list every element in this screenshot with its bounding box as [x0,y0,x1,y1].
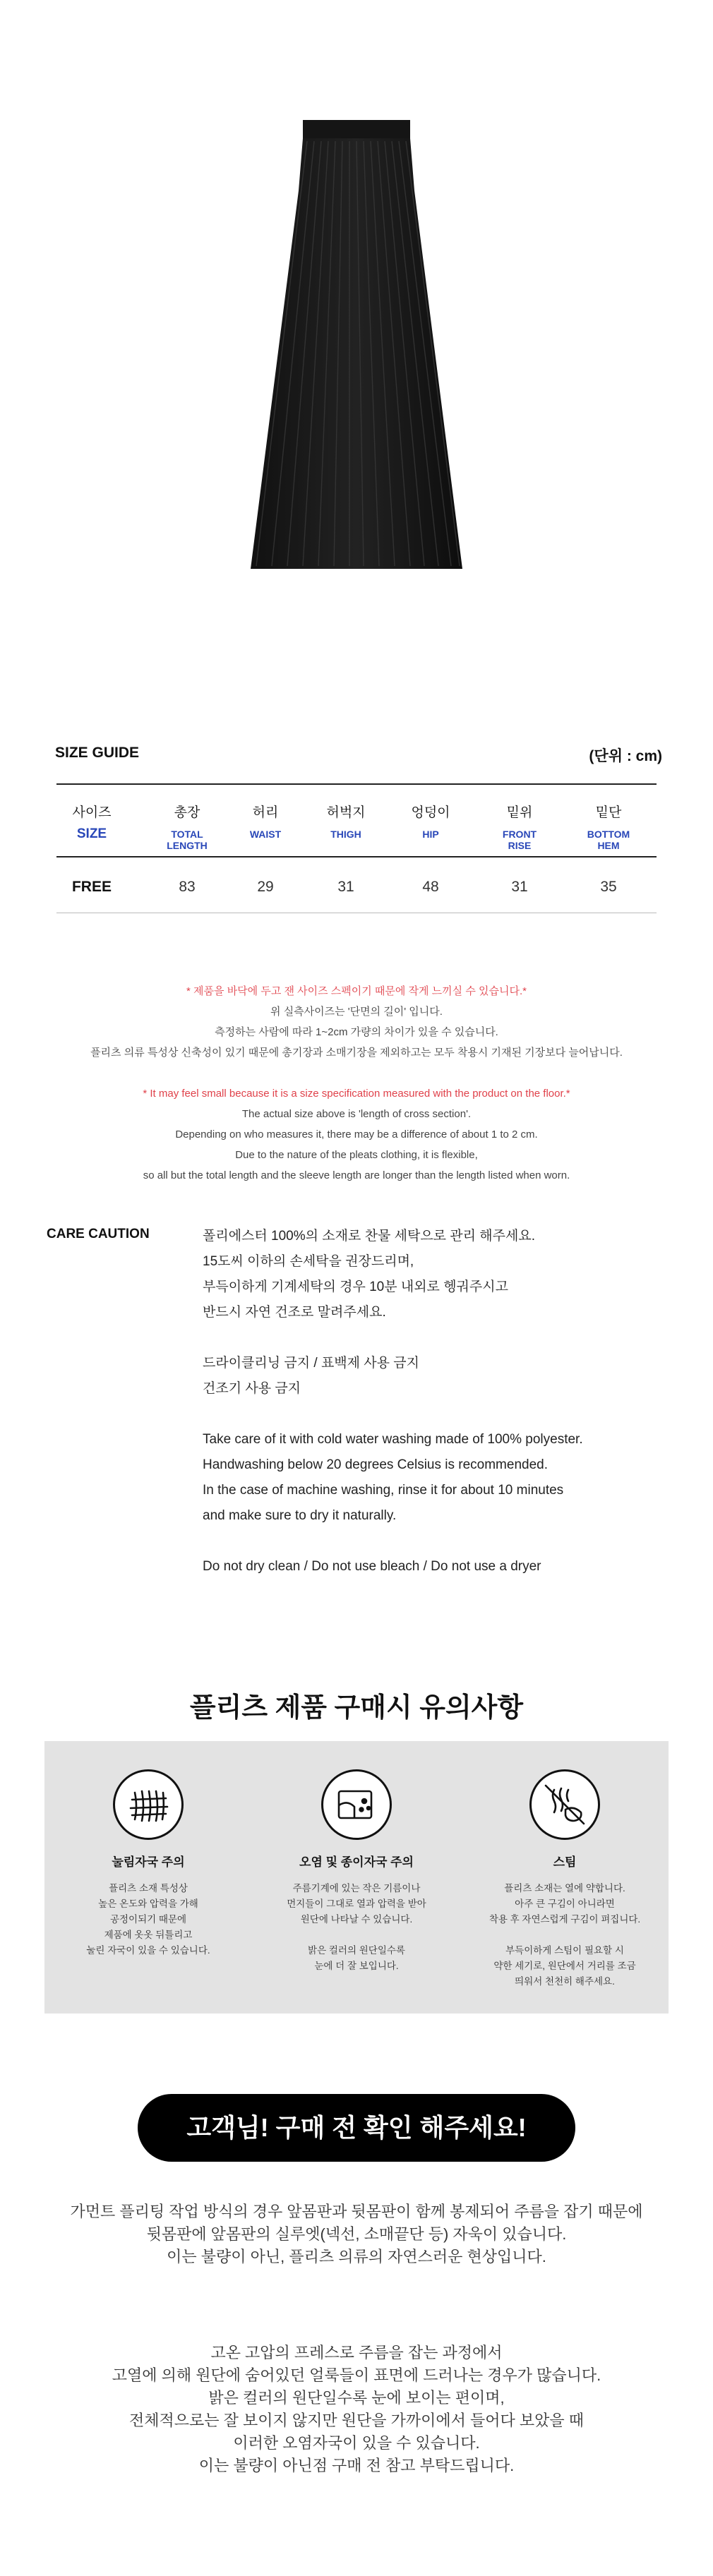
care-line: 폴리에스터 100%의 소재로 찬물 세탁으로 관리 해주세요. [203,1229,535,1244]
column-header-en: BOTTOM HEM [587,829,630,851]
paragraph-line: 고열에 의해 원단에 숨어있던 얼룩들이 표면에 드러나는 경우가 많습니다. [112,2366,601,2384]
care-line [203,1529,683,1554]
care-line: Take care of it with cold water washing made of 100% polyester. [203,1432,583,1447]
desc-line [267,1927,446,1943]
column-header-en: THIGH [330,829,361,840]
no-steam-icon [529,1769,600,1840]
desc-line: 플리츠 소재 특성상 [109,1883,188,1894]
precaution-description [267,1881,446,1974]
measurement-value: 35 [600,879,617,895]
care-line: 드라이클리닝 금지 / 표백제 사용 금지 [203,1356,419,1371]
precaution-description [475,1881,654,1990]
column-header-en: TOTAL LENGTH [167,829,208,851]
note-line: 위 실측사이즈는 '단면의 길이' 입니다. [270,1006,443,1018]
desc-line: 공정이되기 때문에 [109,1914,187,1925]
paragraph-line: 전체적으로는 잘 보이지 않지만 원단을 가까이에서 들어다 보았을 때 [129,2412,584,2429]
desc-line: 높은 온도와 압력을 가해 [98,1898,198,1909]
note-line: 플리츠 의류 특성상 신축성이 있기 때문에 총기장과 소매기장을 제외하고는 모두 착용시 기재된 기장보다 늘어납니다. [90,1047,623,1059]
column-header-ko: 엉덩이 [411,805,450,820]
product-hero [0,0,713,720]
desc-line: 눌린 자국이 있을 수 있습니다. [86,1945,210,1956]
notice-paragraph [0,2342,713,2477]
desc-line: 아주 큰 구김이 아니라면 [515,1898,615,1909]
care-line: 15도씨 이하의 손세탁을 권장드리며, [203,1254,414,1269]
measurement-value: 31 [511,879,528,895]
paragraph-line: 이러한 오염자국이 있을 수 있습니다. [233,2434,480,2452]
paragraph-line: 밝은 컬러의 원단일수록 눈에 보이는 편이며, [208,2389,505,2407]
measurement-value: 48 [422,879,439,895]
care-line: and make sure to dry it naturally. [203,1508,397,1523]
size-guide-title: SIZE GUIDE [55,745,140,761]
note-warning: * It may feel small because it is a size specification measured with the product on the floor.* [143,1088,570,1100]
desc-line [475,1927,654,1943]
precaution-item [44,1741,252,2014]
size-guide-unit: (단위 : cm) [589,748,662,764]
precaution-heading: 오염 및 종이자국 주의 [299,1855,414,1869]
precaution-description [59,1881,238,1958]
note-line: The actual size above is 'length of cross section'. [241,1108,472,1120]
desc-line: 눈에 더 잘 보입니다. [314,1961,399,1971]
column-header-ko: 허리 [252,805,279,820]
paragraph-line: 가먼트 플리팅 작업 방식의 경우 앞몸판과 뒷몸판이 함께 봉제되어 주름을 잡기 때문에 [70,2203,643,2220]
care-line [203,1325,683,1351]
paragraph-line: 이는 불량이 아닌점 구매 전 참고 부탁드립니다. [198,2457,515,2474]
desc-line: 띄워서 천천히 해주세요. [515,1976,615,1987]
desc-line: 밝은 컬러의 원단일수록 [308,1945,405,1956]
size-value: FREE [71,879,112,895]
desc-line: 약한 세기로, 원단에서 거리를 조금 [493,1961,636,1971]
desc-line: 먼지들이 그대로 열과 압력을 받아 [287,1898,426,1909]
desc-line: 제품에 옷옷 뒤틀리고 [104,1930,193,1940]
desc-line: 착용 후 자연스럽게 구김이 펴집니다. [489,1914,641,1925]
pressed-fabric-icon [113,1769,184,1840]
note-line: Due to the nature of the pleats clothing, it is flexible, [235,1149,478,1161]
divider [56,856,657,857]
care-line: Do not dry clean / Do not use bleach / Do not use a dryer [203,1559,541,1574]
care-caution-title: CARE CAUTION [47,1227,150,1241]
column-header-ko: 사이즈 [72,805,112,820]
precaution-item [461,1741,669,2014]
precaution-item [253,1741,460,2014]
column-header-en: FRONT RISE [502,829,537,851]
precaution-heading: 눌림자국 주의 [112,1855,185,1869]
desc-line: 부득이하게 스팀이 필요할 시 [505,1945,624,1956]
column-header-ko: 밑단 [595,805,622,820]
precaution-heading: 스팀 [553,1855,577,1869]
size-notes-ko [0,981,713,1063]
precautions-panel [44,1741,669,2014]
precautions-title: 플리츠 제품 구매시 유의사항 [189,1693,524,1723]
measurement-value: 83 [179,879,196,895]
desc-line: 플리츠 소재는 열에 약합니다. [504,1883,625,1894]
column-header-ko: 총장 [174,805,200,820]
care-line: 건조기 사용 금지 [203,1381,301,1396]
column-header-en: HIP [422,829,439,840]
desc-line: 원단에 나타날 수 있습니다. [300,1914,413,1925]
note-line: 측정하는 사람에 따라 1~2cm 가량의 차이가 있을 수 있습니다. [215,1026,498,1038]
desc-line: 주름기계에 있는 작은 기름이나 [292,1883,421,1894]
care-line: Handwashing below 20 degrees Celsius is recommended. [203,1457,548,1472]
care-line: 반드시 자연 건조로 말려주세요. [203,1305,386,1320]
note-line: Depending on who measures it, there may be a difference of about 1 to 2 cm. [175,1128,538,1140]
column-header-ko: 밑위 [506,805,533,820]
care-line: In the case of machine washing, rinse it for about 10 minutes [203,1483,564,1498]
note-warning: * 제품을 바닥에 두고 잰 사이즈 스펙이기 때문에 작게 느끼실 수 있습니다.* [186,985,527,997]
column-header-en: WAIST [249,829,282,840]
notice-paragraph [0,2201,713,2268]
paragraph-line: 뒷몸판에 앞몸판의 실루엣(넥선, 소매끝단 등) 자욱이 있습니다. [146,2225,567,2243]
paragraph-line: 고온 고압의 프레스로 주름을 잡는 과정에서 [210,2344,503,2361]
care-instructions [203,1224,683,1579]
measurement-value: 31 [337,879,354,895]
care-line: 부득이하게 기계세탁의 경우 10분 내외로 헹궈주시고 [203,1280,508,1294]
column-header-en: SIZE [76,826,107,841]
divider [56,783,657,785]
column-header-ko: 허벅지 [326,805,366,820]
measurement-value: 29 [257,879,274,895]
paper-stain-icon [321,1769,392,1840]
care-line [203,1402,683,1427]
size-notes-en [0,1083,713,1186]
note-line: so all but the total length and the sleeve length are longer than the length listed when worn. [143,1169,570,1181]
check-before-purchase-banner: 고객님! 구매 전 확인 해주세요! [138,2094,575,2162]
product-image [251,120,462,572]
paragraph-line: 이는 불량이 아닌, 플리츠 의류의 자연스러운 현상입니다. [167,2248,546,2265]
